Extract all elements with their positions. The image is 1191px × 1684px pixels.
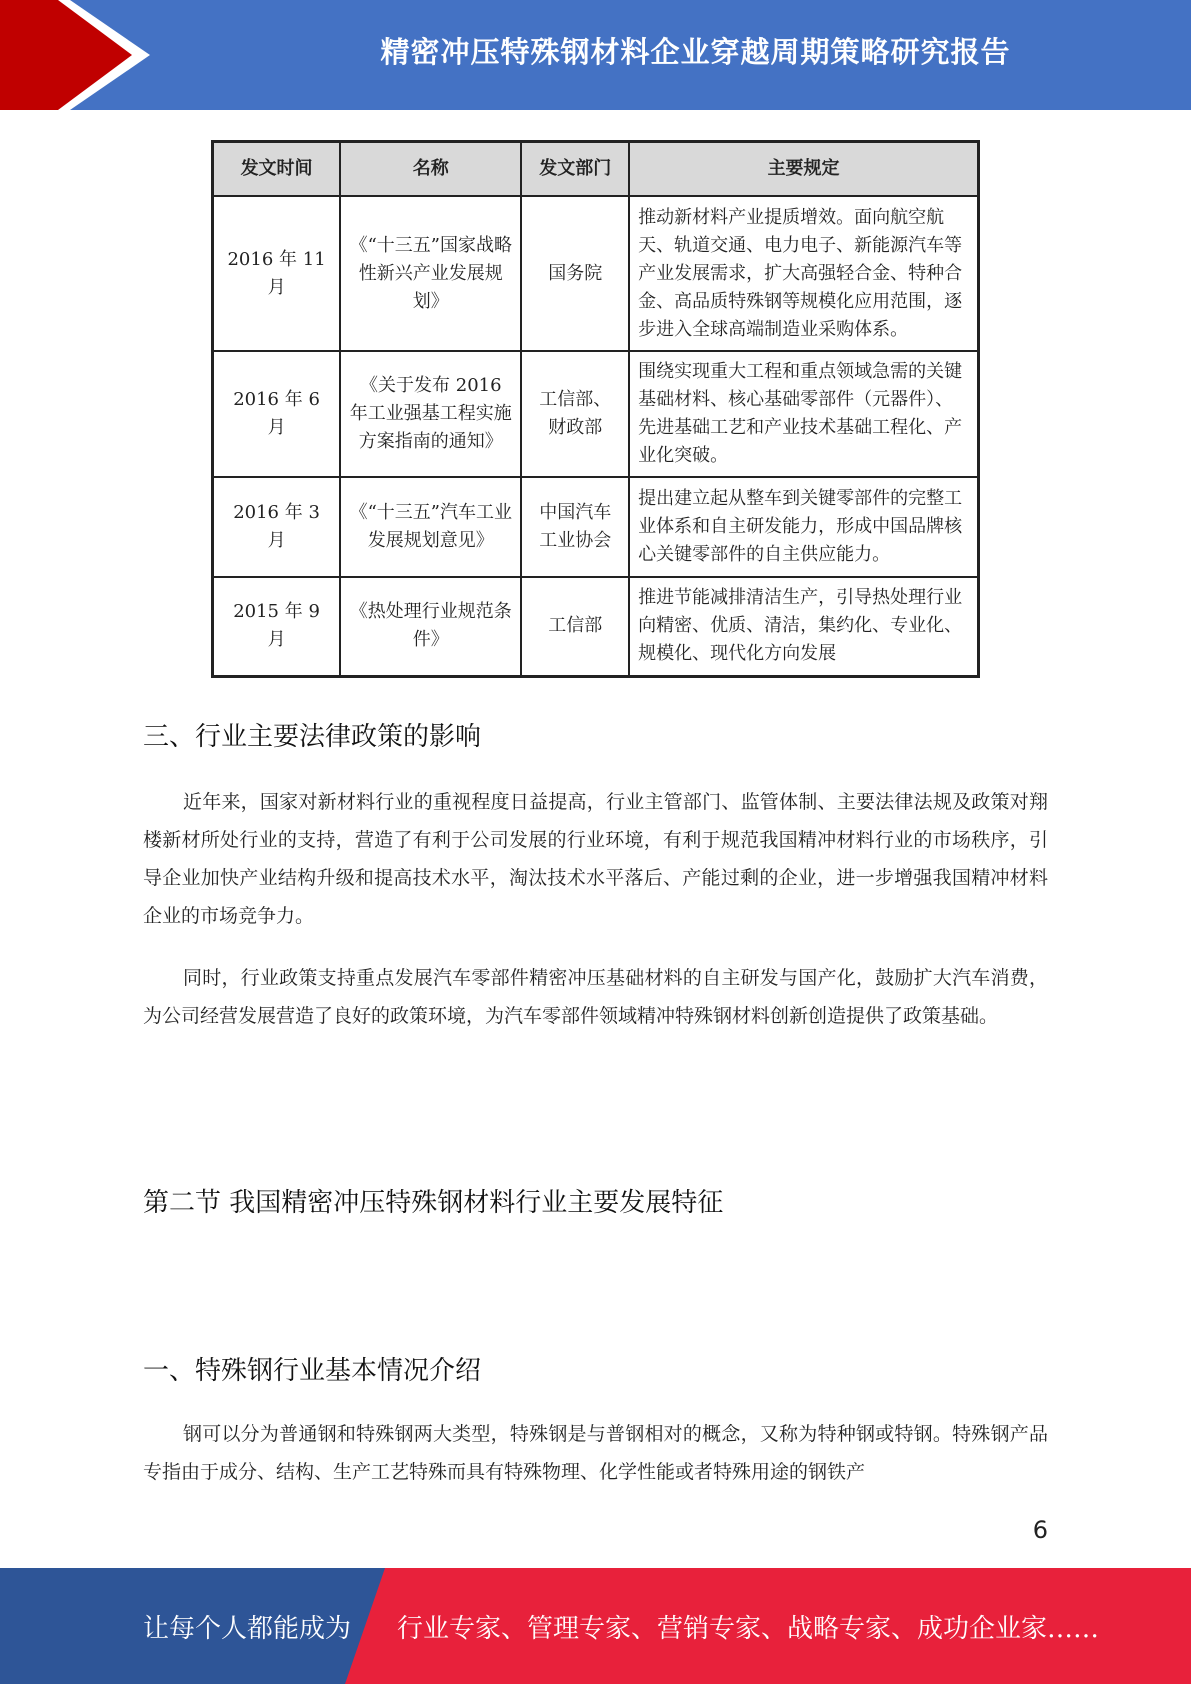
section-heading-special-steel: 一、特殊钢行业基本情况介绍 [143,1356,482,1386]
row-name: 《“十三五”国家战略性新兴产业发展规划》 [340,196,521,351]
header-dept: 发文部门 [521,142,629,197]
paragraph-policy-impact-1: 近年来，国家对新材料行业的重视程度日益提高，行业主管部门、监管体制、主要法律法规及政策对翔楼新材所处行业的支持，营造了有利于公司发展的行业环境，有利于规范我国精冲材料行业的市场秩序，引导企业加快产业结构升级和提高技术水平，淘汰技术水平落后、产能过剩的企业，进一步增强我国精冲材料企业的市场竞争力。 [143,791,1048,927]
row-date: 2016 年 6 月 [213,351,341,477]
footer-slogan-left: 让每个人都能成为 [143,1613,352,1644]
row-rule: 提出建立起从整车到关键零部件的完整工业体系和自主研发能力，形成中国品牌核心关键零部件的自主供应能力。 [629,477,978,577]
row-dept: 国务院 [521,196,629,351]
row-rule: 推进节能减排清洁生产，引导热处理行业向精密、优质、清洁，集约化、专业化、规模化、现代化方向发展 [629,577,978,676]
row-dept: 工信部 [521,577,629,676]
header-rule: 主要规定 [629,142,978,197]
row-rule: 推动新材料产业提质增效。面向航空航天、轨道交通、电力电子、新能源汽车等产业发展需求，扩大高强轻合金、特种合金、高品质特殊钢等规模化应用范围，逐步进入全球高端制造业采购体系。 [629,196,978,351]
row-name: 《关于发布 2016 年工业强基工程实施方案指南的通知》 [340,351,521,477]
table-row [213,351,979,477]
footer-slogan-right: 行业专家、管理专家、营销专家、战略专家、成功企业家…… [397,1613,1100,1644]
row-date: 2016 年 3 月 [213,477,341,577]
row-name: 《“十三五”汽车工业发展规划意见》 [340,477,521,577]
table-row [213,477,979,577]
report-header [0,0,1191,110]
header-arrow-icon [0,0,160,110]
report-title: 精密冲压特殊钢材料企业穿越周期策略研究报告 [380,34,1011,69]
chapter-section-heading: 第二节 我国精密冲压特殊钢材料行业主要发展特征 [143,1188,724,1218]
paragraph-policy-impact-2: 同时，行业政策支持重点发展汽车零部件精密冲压基础材料的自主研发与国产化，鼓励扩大汽车消费，为公司经营发展营造了良好的政策环境，为汽车零部件领域精冲特殊钢材料创新创造提供了政策基础。 [143,967,1048,1027]
paragraph-special-steel-1: 钢可以分为普通钢和特殊钢两大类型，特殊钢是与普钢相对的概念，又称为特种钢或特钢。特殊钢产品专指由于成分、结构、生产工艺特殊而具有特殊物理、化学性能或者特殊用途的钢铁产 [143,1423,1048,1483]
table-row [213,577,979,676]
row-date: 2015 年 9 月 [213,577,341,676]
row-rule: 围绕实现重大工程和重点领域急需的关键基础材料、核心基础零部件（元器件）、先进基础工艺和产业技术基础工程化、产业化突破。 [629,351,978,477]
table-row [213,196,979,351]
row-dept: 中国汽车工业协会 [521,477,629,577]
header-name: 名称 [340,142,521,197]
row-date: 2016 年 11 月 [213,196,341,351]
policy-table [211,140,980,678]
table-header-row [213,142,979,197]
page-number: 6 [1032,1516,1048,1544]
row-name: 《热处理行业规范条件》 [340,577,521,676]
row-dept: 工信部、财政部 [521,351,629,477]
section-heading-policy-impact: 三、行业主要法律政策的影响 [143,722,482,752]
header-date: 发文时间 [213,142,341,197]
